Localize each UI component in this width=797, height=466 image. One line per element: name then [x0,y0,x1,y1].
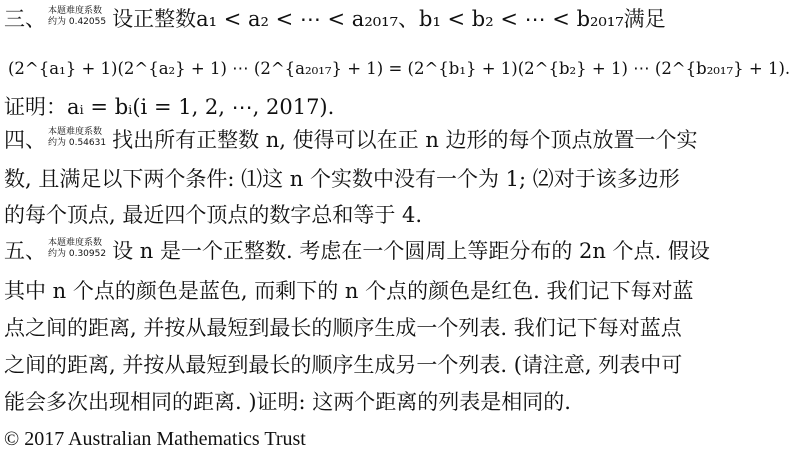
problem-4-text-2: 数, 且满足以下两个条件: ⑴这 n 个实数中没有一个为 1; ⑵对于该多边形 [4,167,680,191]
problem-4-line-1 [4,127,698,153]
problem-4-text-3: 的每个顶点, 最近四个顶点的数字总和等于 4. [4,203,423,227]
problem-5-text-5: 能会多次出现相同的距离. )证明: 这两个距离的列表是相同的. [4,390,571,414]
problem-4-difficulty: 本题难度系数 约为 0.54631 [48,127,107,148]
problem-3-difficulty: 本题难度系数 约为 0.42055 [48,6,107,27]
problem-5-difficulty: 本题难度系数 约为 0.30952 [48,238,107,259]
problem-3-line-1 [4,6,666,32]
problem-5-number: 五、 [4,239,46,263]
problem-4-text-1: 找出所有正整数 n, 使得可以在正 n 边形的每个顶点放置一个实 [112,128,698,152]
problem-5-text-1: 设 n 是一个正整数. 考虑在一个圆周上等距分布的 2n 个点. 假设 [112,239,710,263]
problem-5-text-3: 点之间的距离, 并按从最短到最长的顺序生成一个列表. 我们记下每对蓝点 [4,316,682,340]
problem-3-conclusion: 证明：aᵢ = bᵢ(i = 1, 2, ⋯, 2017). [4,95,335,119]
copyright: © 2017 Australian Mathematics Trust [4,428,306,450]
problem-3-equation: (2^{a₁} + 1)(2^{a₂} + 1) ⋯ (2^{a₂₀₁₇} + 1) = (2^{b₁} + 1)(2^{b₂} + 1) ⋯ (2^{b₂₀₁₇} + 1). [8,59,791,78]
problem-3-text-1: 设正整数a₁ < a₂ < ⋯ < a₂₀₁₇、b₁ < b₂ < ⋯ < b₂₀₁₇满足 [112,7,666,31]
problem-5-text-4: 之间的距离, 并按从最短到最长的顺序生成另一个列表. (请注意, 列表中可 [4,353,683,377]
problem-5-text-2: 其中 n 个点的颜色是蓝色, 而剩下的 n 个点的颜色是红色. 我们记下每对蓝 [4,279,694,303]
problem-5-line-1 [4,238,710,264]
problem-3-number: 三、 [4,7,46,31]
problem-4-number: 四、 [4,128,46,152]
